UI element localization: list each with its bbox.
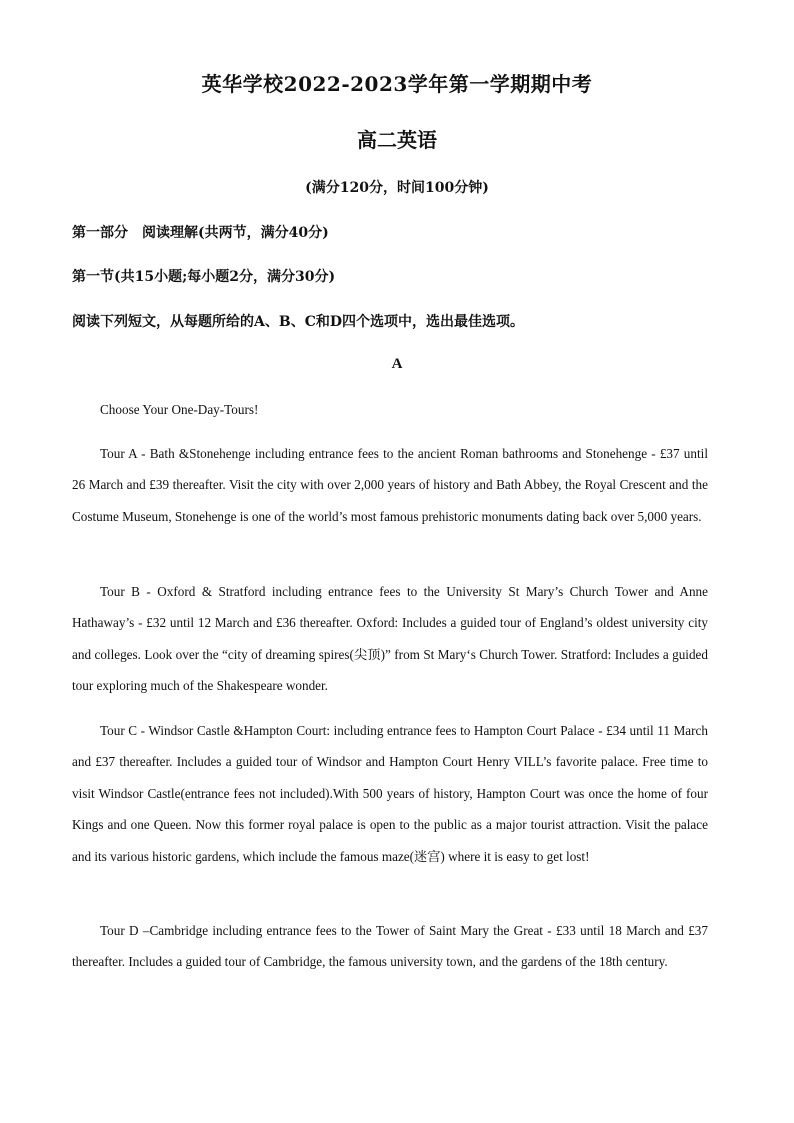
intro-text: Choose Your One-Day-Tours! (100, 402, 259, 417)
part-one-heading: 第一部分 阅读理解(共两节，满分40分) (72, 225, 329, 241)
section-one-heading: 第一节(共15小题;每小题2分，满分30分) (72, 269, 336, 285)
tour-b-text: Tour B - Oxford & Stratford including entrance fees to the University St Mary’s Church Tower and Anne Hathaway’s - £32 until 12 March and £36 thereafter. Oxford: Includes a guided tour of England’s oldest university city and colleges. Look over the “city of dreaming spires(尖顶)” from St Mary‘s Church Tower. Stratford: Includes a guided tour exploring much of the Shakespeare wonder. (72, 584, 708, 694)
exam-title: 英华学校2022-2023学年第一学期期中考 (201, 72, 593, 96)
passage-label: A (391, 356, 403, 372)
tour-b-paragraph (72, 576, 708, 702)
passage-intro (72, 394, 708, 425)
reading-instruction: 阅读下列短文，从每题所给的A、B、C和D四个选项中，选出最佳选项。 (72, 314, 524, 330)
tour-d-paragraph (72, 915, 708, 978)
tour-d-text: Tour D –Cambridge including entrance fees to the Tower of Saint Mary the Great - £33 until 18 March and £37 thereafter. Includes a guided tour of Cambridge, the famous university town, and the gardens of the 18th century. (72, 923, 708, 970)
score-time-info: (满分120分，时间100分钟) (305, 180, 489, 196)
tour-a-paragraph (72, 438, 708, 532)
exam-subject: 高二英语 (357, 128, 437, 152)
tour-a-text: Tour A - Bath &Stonehenge including entrance fees to the ancient Roman bathrooms and Stonehenge - £37 until 26 March and £39 thereafter. Visit the city with over 2,000 years of history and Bath Abbey, the Royal Crescent and the Costume Museum, Stonehenge is one of the world’s most famous prehistoric monuments dating back over 5,000 years. (72, 446, 708, 524)
tour-c-paragraph (72, 715, 708, 872)
tour-c-text: Tour C - Windsor Castle &Hampton Court: including entrance fees to Hampton Court Palace - £34 until 11 March and £37 thereafter. Includes a guided tour of Windsor and Hampton Court Henry VILL’s favorite palace. Free time to visit Windsor Castle(entrance fees not included).With 500 years of history, Hampton Court was once the home of four Kings and one Queen. Now this former royal palace is open to the public as a major tourist attraction. Visit the palace and its various historic gardens, which include the famous maze(迷宫) where it is easy to get lost! (72, 723, 708, 864)
